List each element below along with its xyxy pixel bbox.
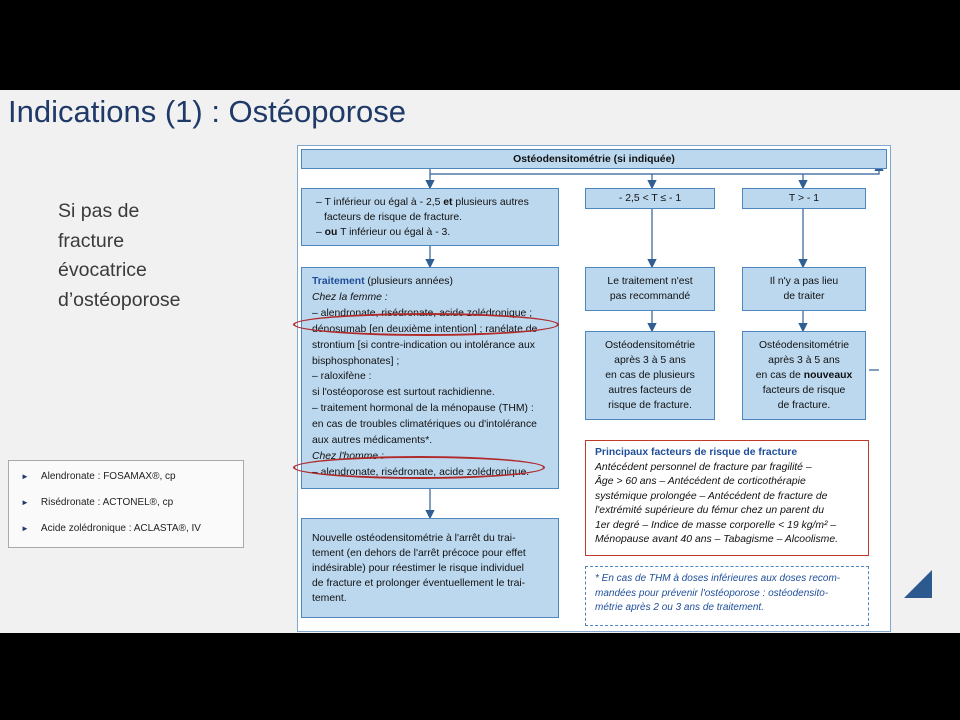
side-note: [58, 197, 181, 315]
text: de traiter: [783, 291, 825, 302]
text: [743, 368, 865, 383]
text: Ménopause avant 40 ans – Tabagisme – Alcoolisme.: [595, 534, 838, 545]
bullet-arrow-icon: ►: [21, 472, 29, 481]
treatment-line: aux autres médicaments*.: [312, 435, 433, 447]
text: l'extrémité supérieure du fémur chez un parent du: [595, 505, 824, 516]
treatment-title: [312, 274, 550, 290]
header-label: Ostéodensitométrie (si indiquée): [513, 153, 675, 165]
text: Le traitement n'est: [607, 276, 693, 287]
text: tement (en dehors de l'arrêt précoce pour effet: [312, 548, 526, 559]
treatment-line: – alendronate, risédronate, acide zolédronique ;: [312, 307, 533, 319]
branch-t-gt-1: [742, 188, 866, 209]
text: en cas de plusieurs: [605, 370, 695, 381]
drug-item: [21, 471, 176, 482]
drug-item: [21, 523, 201, 534]
follow-up-box-a: [585, 331, 715, 420]
text: risque de fracture.: [608, 400, 692, 411]
text: et: [443, 197, 453, 208]
text: T inférieur ou égal à - 3.: [337, 227, 451, 238]
text: plusieurs autres: [452, 197, 529, 208]
follow-up-box-b: [742, 331, 866, 420]
branch-line: facteurs de risque de fracture.: [324, 212, 463, 223]
branch-line: [316, 225, 550, 240]
flowchart: [297, 145, 891, 632]
text: –: [316, 227, 325, 238]
branch-t-le-2-5: [301, 188, 559, 246]
side-note-line: d’ostéoporose: [58, 288, 181, 311]
text: (plusieurs années): [364, 276, 453, 287]
text: Traitement: [312, 276, 365, 287]
branch-label: - 2,5 < T ≤ - 1: [618, 193, 682, 204]
risk-factors-box: [585, 440, 869, 556]
not-recommended-box: [585, 267, 715, 311]
branch-t-between: [585, 188, 715, 209]
text: tement.: [312, 593, 347, 604]
text: mandées pour prévenir l'ostéoporose : ostéodensito-: [595, 587, 829, 599]
branch-line: [316, 195, 550, 210]
treatment-line: strontium [si contre-indication ou intolérance aux: [312, 339, 535, 351]
slide-title: Indications (1) : Ostéoporose: [8, 94, 407, 129]
corner-triangle-icon: [904, 570, 932, 598]
treatment-line: – traitement hormonal de la ménopause (THM) :: [312, 403, 534, 415]
treatment-line: en cas de troubles climatériques ou d'intolérance: [312, 419, 537, 431]
slide: [0, 90, 960, 633]
text: en cas de: [755, 370, 804, 381]
text: facteurs de risque: [762, 385, 846, 396]
drug-item: [21, 497, 173, 508]
final-densitometry-box: [301, 518, 559, 618]
treatment-line: si l'ostéoporose est surtout rachidienne.: [312, 387, 495, 399]
risk-title: Principaux facteurs de risque de fracture: [595, 447, 798, 458]
text: Antécédent personnel de fracture par fragilité –: [595, 461, 812, 473]
text: – T inférieur ou égal à - 2,5: [316, 197, 444, 208]
text: autres facteurs de: [608, 385, 692, 396]
drug-label: Risédronate : ACTONEL®, cp: [40, 497, 174, 508]
drug-label: Acide zolédronique : ACLASTA®, IV: [40, 523, 201, 534]
text: * En cas de THM à doses inférieures aux doses recom-: [595, 573, 841, 584]
men-label: Chez l'homme :: [312, 450, 384, 462]
text: de fracture.: [777, 400, 831, 411]
side-note-line: évocatrice: [58, 259, 147, 281]
text: après 3 à 5 ans: [768, 355, 840, 366]
text: indésirable) pour réestimer le risque individuel: [312, 563, 524, 574]
header-box: [301, 149, 887, 169]
side-note-line: fracture: [58, 229, 125, 252]
text: après 3 à 5 ans: [614, 355, 686, 366]
text: pas recommandé: [609, 291, 691, 302]
treatment-line: – alendronate, risédronate, acide zolédronique.: [312, 466, 530, 478]
text: nouveaux: [803, 370, 853, 381]
drug-label: Alendronate : FOSAMAX®, cp: [40, 471, 176, 482]
bullet-arrow-icon: ►: [21, 524, 29, 533]
highlight-oval: [293, 313, 559, 336]
drug-list: [8, 460, 244, 548]
text: Âge > 60 ans – Antécédent de corticothérapie: [595, 476, 806, 487]
branch-label: T > - 1: [788, 193, 820, 204]
highlight-oval: [293, 456, 545, 479]
text: Ostéodensitométrie: [758, 340, 850, 351]
side-note-line: Si pas de: [58, 200, 140, 222]
text: Nouvelle ostéodensitométrie à l'arrêt du trai-: [312, 533, 516, 544]
bullet-arrow-icon: ►: [21, 498, 29, 507]
text: Il n'y a pas lieu: [769, 276, 839, 287]
treatment-line: bisphosphonates] ;: [312, 355, 400, 367]
text: de fracture et prolonger éventuellement le trai-: [312, 578, 526, 589]
no-treatment-box: [742, 267, 866, 311]
treatment-line: dénosumab [en deuxième intention] ; ranélate de: [312, 323, 538, 335]
text: ou: [324, 227, 338, 238]
footnote-box: [585, 566, 869, 626]
text: systémique prolongée – Antécédent de fracture de: [595, 490, 828, 502]
treatment-line: – raloxifène :: [312, 371, 372, 383]
text: 1er degré – Indice de masse corporelle < 19 kg/m² –: [595, 519, 837, 531]
women-label: Chez la femme :: [312, 291, 388, 303]
text: métrie après 2 ou 3 ans de traitement.: [595, 602, 764, 613]
text: Ostéodensitométrie: [604, 340, 696, 351]
